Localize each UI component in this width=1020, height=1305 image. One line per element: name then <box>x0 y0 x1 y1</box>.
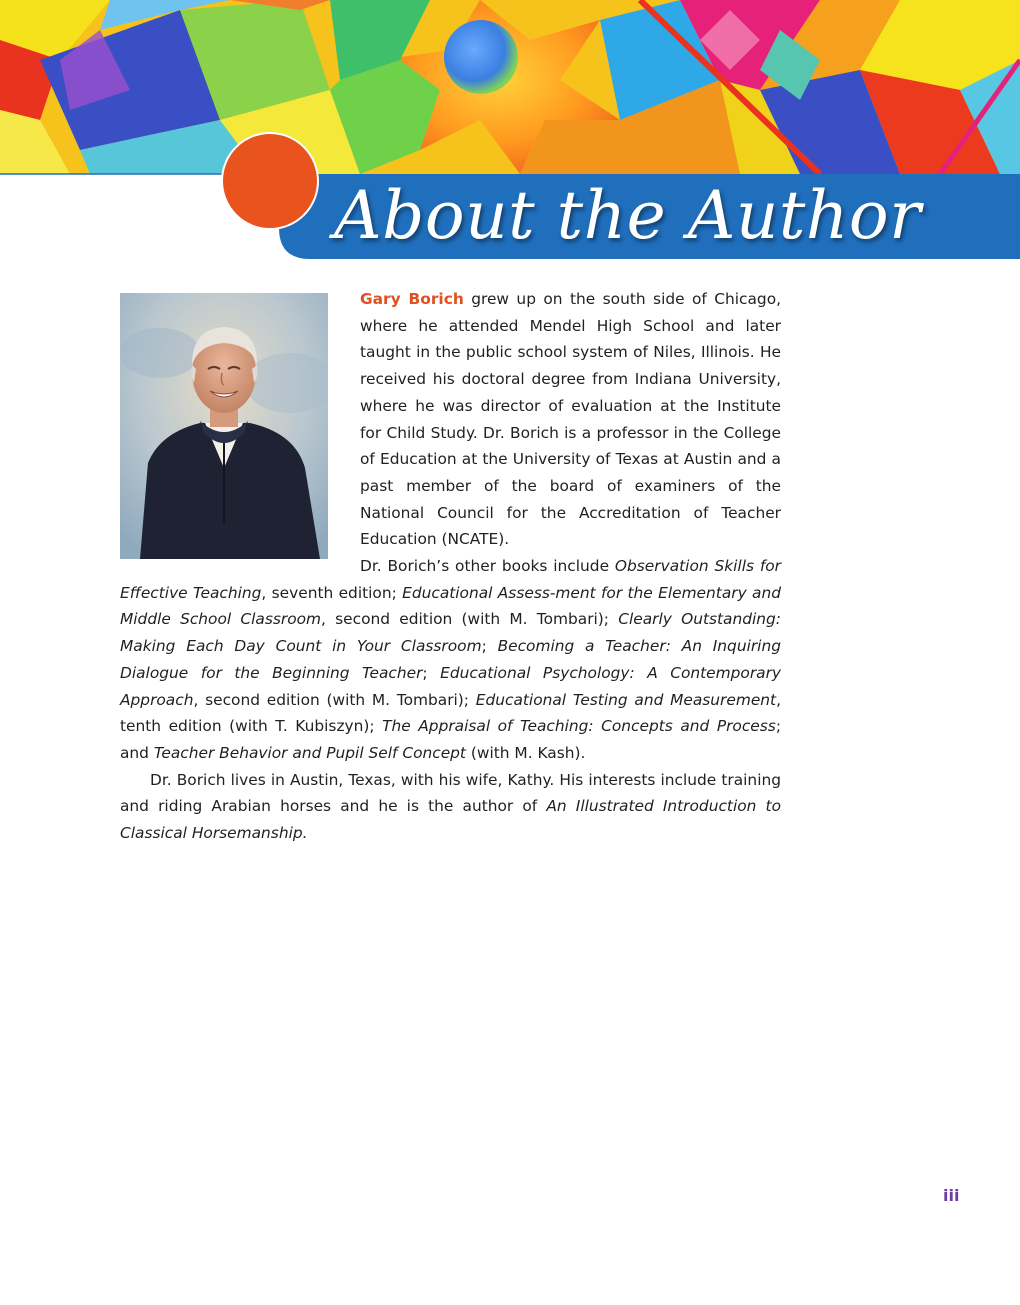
page-title: About the Author <box>334 177 922 254</box>
bio-text-segment: , second edition (with M. Tombari); <box>321 610 619 629</box>
bio-text-segment: (with M. Kash). <box>465 743 586 762</box>
bio-paragraph-3 <box>120 767 781 847</box>
bio-paragraph-1-text: grew up on the south side of Chicago, where he attended Mendel High School and later taught in the public school system of Niles, Illinois. He received his doctoral degree from Indiana University, where he was director of evaluation at the Institute for Child Study. Dr. Borich is a professor in the College of Education at the University of Texas at Austin and a past member of the board of examiners of the National Council for the Accreditation of Teacher Education (NCATE). <box>360 290 782 549</box>
book-title: Educational Assess-ment for the Elementary and Middle School Classroom <box>120 583 781 629</box>
book-title: Becoming a Teacher: An Inquiring Dialogue for the Beginning Teacher <box>120 637 781 682</box>
bio-paragraph-2 <box>120 553 781 767</box>
author-name: Gary Borich <box>360 290 464 308</box>
bio-text-segment: , seventh edition; <box>261 583 403 602</box>
book-title: Educational Psychology: A Contemporary Approach <box>120 663 782 709</box>
bio-text-segment: ; and <box>120 717 781 762</box>
bio-text-segment: ; <box>481 637 498 656</box>
bio-text-segment: ; <box>422 663 441 682</box>
bio-text-segment: , second edition (with M. Tombari); <box>193 690 476 709</box>
book-title: An Illustrated Introduction to Classical Horsemanship. <box>120 797 781 843</box>
author-biography <box>120 286 781 847</box>
bio-text-segment: Dr. Borich’s other books include <box>360 557 615 576</box>
book-title: Educational Testing and Measurement <box>475 690 777 709</box>
photo-wrap-spacer <box>120 286 360 566</box>
page-number: iii <box>943 1186 960 1205</box>
book-title: Clearly Outstanding: Making Each Day Count in Your Classroom <box>120 610 781 656</box>
book-title: Observation Skills for Effective Teaching <box>120 557 781 602</box>
book-title: Teacher Behavior and Pupil Self Concept <box>153 743 466 762</box>
bio-text-segment: , tenth edition (with T. Kubiszyn); <box>120 690 781 736</box>
book-title: The Appraisal of Teaching: Concepts and Process <box>382 717 776 736</box>
bio-paragraph-3-text: Dr. Borich lives in Austin, Texas, with his wife, Kathy. His interests include training and riding Arabian horses and he is the author of <box>120 770 781 816</box>
